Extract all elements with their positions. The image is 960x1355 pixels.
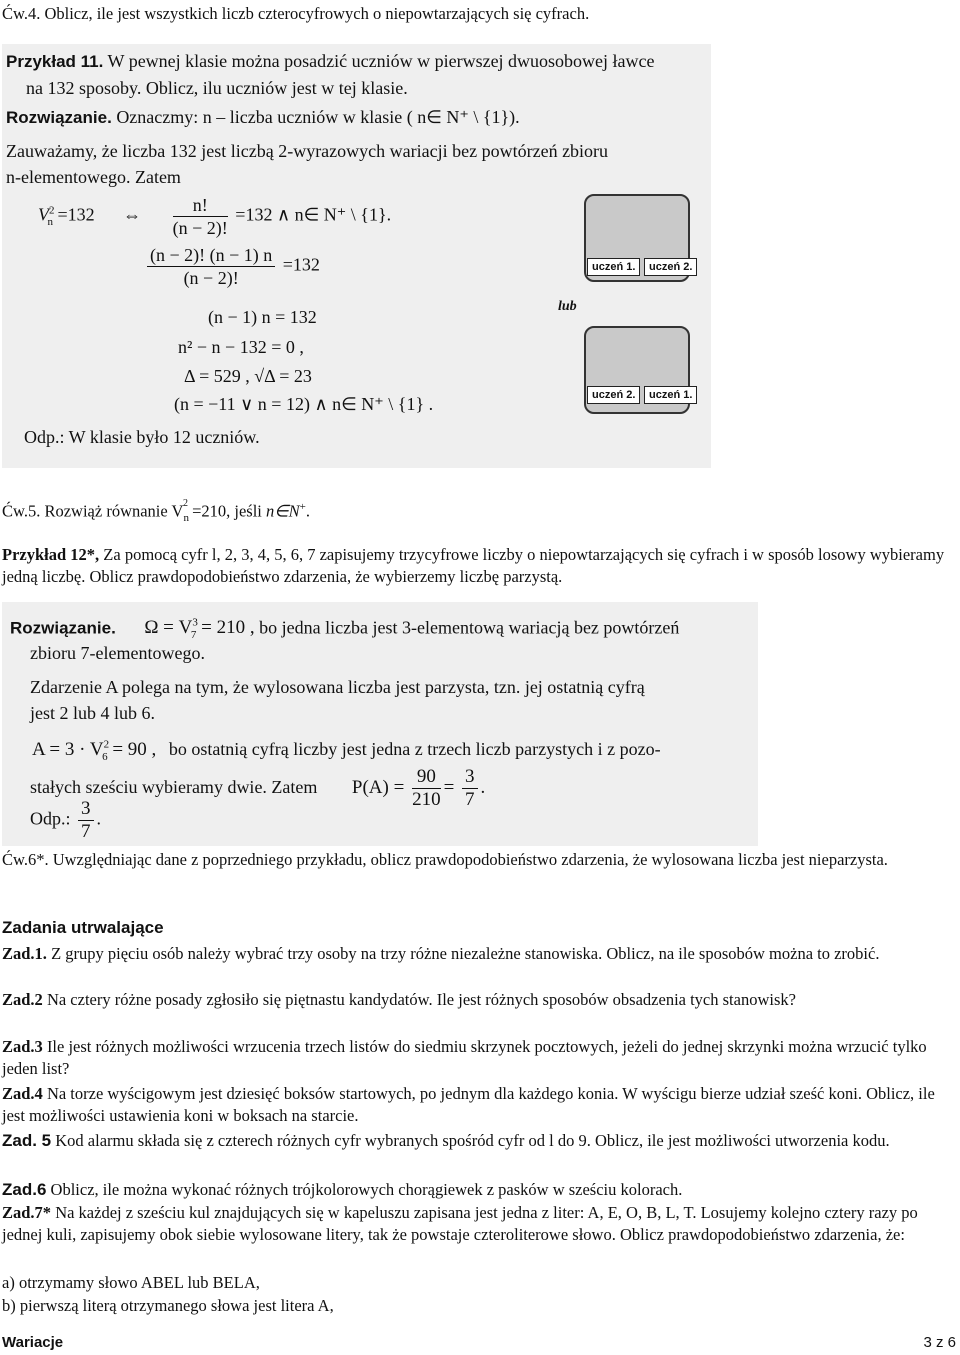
example-11-line1: W pewnej klasie można posadzić uczniów w pierwszej dwuosobowej ławce — [107, 51, 655, 71]
eq1-numerator: n! — [173, 194, 228, 217]
answer-11: Odp.: W klasie było 12 uczniów. — [24, 427, 260, 447]
ex12-line2: zbioru 7-elementowego. — [30, 643, 205, 663]
task-6-label: Zad.6 — [2, 1180, 47, 1199]
task-5-label: Zad. 5 — [2, 1131, 52, 1150]
task-7-text: Na każdej z sześciu kul znajdujących się w kapeluszu zapisana jest jedna z liter: A, E, O, B, L, T. Losujemy kolejno cztery razy po jednej kuli, zapisujemy obok siebie wylosowane litery, tak że powstaje czteroliterowe słowo. Oblicz prawdopodobieństwo zdarzenia, że: — [2, 1203, 918, 1244]
task-1 — [2, 943, 957, 965]
footer-page-number: 3 z 6 — [923, 1334, 956, 1351]
probability-label: P(A) = — [351, 776, 405, 798]
eq1-denominator: (n − 2)! — [172, 218, 228, 238]
task-2-text: Na cztery różne posady zgłosiło się piętnastu kandydatów. Ile jest różnych sposobów obsadzenia tych stanowisk? — [46, 990, 796, 1009]
eq2-denominator: (n − 2)! — [183, 268, 239, 288]
cw5-value: =210, jeśli — [192, 501, 267, 521]
prob-num-2: 3 — [462, 766, 478, 789]
exercise-6: Ćw.6*. Uwzględniając dane z poprzedniego przykładu, oblicz prawdopodobieństwo zdarzenia, że wylosowana liczba jest nieparzysta. — [2, 850, 888, 869]
exercise-4: Ćw.4. Oblicz, ile jest wszystkich liczb czterocyfrowych o niepowtarzających się cyfrach. — [2, 4, 590, 23]
exercise-5: Ćw.5. Rozwiąż równanie $V_n^2 =210$, jeśli n∈N+. — [2, 498, 311, 524]
example-12-label: Przykład 12*, — [2, 545, 100, 564]
or-label: lub — [558, 299, 577, 314]
footer-section-title: Wariacje — [2, 1334, 64, 1351]
item-b-label: b) — [2, 1296, 16, 1315]
example-12-intro — [2, 544, 952, 588]
denote-text: Oznaczmy: n – liczba uczniów w klasie ( n∈ N⁺ \ {1}). — [116, 107, 520, 127]
example-12-text: Za pomocą cyfr l, 2, 3, 4, 5, 6, 7 zapisujemy trzycyfrowe liczby o niepowtarzających się cyfrach i w sposób losowy wybieramy jedną liczbę. Oblicz prawdopodobieństwo zdarzenia, że wybierzemy liczbę parzystą. — [2, 545, 945, 586]
prob-den-1: 210 — [412, 789, 441, 810]
task-3-text: Ile jest różnych możliwości wrzucenia trzech listów do siedmiu skrzynek pocztowych, jeżeli do jednej skrzynki można wrzucić tylko jeden list? — [2, 1037, 927, 1078]
cw5-set: n∈N — [266, 501, 300, 521]
equivalence-symbol: ⇔ — [123, 204, 142, 225]
example-11-scan — [2, 44, 711, 468]
task-5-text: Kod alarmu składa się z czterech różnych cyfr wybranych spośród cyfr od l do 9. Oblicz, ile jest możliwości utworzenia kodu. — [55, 1131, 890, 1150]
answer-den: 7 — [81, 821, 91, 842]
task-6-text: Oblicz, ile można wykonać różnych trójkolorowych chorągiewek z pasków w sześciu kolorach. — [50, 1180, 683, 1199]
cw5-tail: . — [305, 501, 311, 521]
answer-num: 3 — [78, 798, 94, 821]
pupil-label-2b: uczeń 2. — [587, 386, 640, 404]
item-a-text: otrzymamy słowo ABEL lub BELA, — [18, 1273, 260, 1292]
omega-eq: Ω = V — [144, 617, 193, 639]
prob-den-2: 7 — [465, 789, 475, 810]
solution-label-12: Rozwiązanie. — [10, 618, 116, 638]
pupil-label-2: uczeń 2. — [644, 258, 697, 276]
example-12-scan: Rozwiązanie. $\Omega = V^3_7 = 210$ , bo jedna liczba jest 3-elementową wariacją bez powtórzeń zbioru 7-elementowego. Zdarzenie A polega na tym, że wylosowana liczba jest parzysta, tzn. jej ostatnią cyfrą jest 2 lub 4 lub 6. $A = 3 \cdot V^2_6 = 90$ , bo ostatnią cyfrą liczby jest jedna z trzech liczb parzystych i z pozo- stałych sześciu wybieramy dwie. Zatem P(A) = $\frac{90}{210}$ = $\frac{3}{7}$ . Odp.: $\frac{3}{7}$ . — [2, 602, 758, 846]
task-7-item-b — [2, 1295, 334, 1317]
equation-2 — [144, 244, 320, 289]
equation-3: (n − 1) n = 132 — [208, 307, 317, 327]
eq1-right: =132 ∧ n∈ N⁺ \ {1}. — [235, 204, 392, 225]
cw5-text: Ćw.5. Rozwiąż równanie V — [2, 501, 184, 521]
ex12-line3: Zdarzenie A polega na tym, że wylosowana liczba jest parzysta, tzn. jej ostatnią cyfrą — [30, 677, 645, 697]
note-line1: Zauważamy, że liczba 132 jest liczbą 2-wyrazowych wariacji bez powtórzeń zbioru — [6, 141, 609, 161]
task-3-label: Zad.3 — [2, 1037, 43, 1056]
omega-value: = 210 , — [201, 617, 255, 639]
task-7-item-a — [2, 1272, 260, 1294]
task-1-label: Zad.1. — [2, 944, 47, 963]
task-7 — [2, 1202, 957, 1246]
answer-12-label: Odp.: — [30, 808, 71, 829]
note-line2: n-elementowego. Zatem — [6, 167, 181, 187]
example-11-line2: na 132 sposoby. Oblicz, ilu uczniów jest w tej klasie. — [26, 78, 408, 98]
equation-1: $V^2_n =132$ ⇔ $\frac{n!}{(n - 2)!}$ =132 ∧ n∈ N⁺ \ {1}. — [38, 195, 392, 238]
ex12-line4: jest 2 lub 4 lub 6. — [30, 703, 155, 723]
task-4 — [2, 1083, 957, 1127]
equation-6: (n = −11 ∨ n = 12) ∧ n∈ N⁺ \ {1} . — [174, 394, 434, 414]
solution-label-11: Rozwiązanie. — [6, 108, 112, 127]
v-symbol: V — [38, 204, 49, 225]
pupil-label-1b: uczeń 1. — [644, 386, 697, 404]
task-4-label: Zad.4 — [2, 1084, 43, 1103]
equation-5: Δ = 529 , √Δ = 23 — [184, 366, 312, 386]
a-equation: A = 3 · V — [32, 739, 104, 761]
a-value: = 90 , — [112, 739, 157, 761]
eq2-numerator: (n − 2)! (n − 1) n — [147, 244, 275, 267]
task-3 — [2, 1036, 957, 1080]
example-11-label: Przykład 11. — [6, 52, 104, 71]
task-6 — [2, 1179, 957, 1201]
task-2 — [2, 989, 957, 1011]
eq2-right: =132 — [282, 254, 320, 275]
pupil-label-1: uczeń 1. — [587, 258, 640, 276]
tasks-heading: Zadania utrwalające — [2, 918, 164, 937]
item-a-label: a) — [2, 1273, 15, 1292]
prob-num-1: 90 — [412, 766, 441, 789]
task-5 — [2, 1130, 957, 1152]
task-1-text: Z grupy pięciu osób należy wybrać trzy osoby na trzy różne niezależne stanowiska. Oblicz, na ile sposobów można to zrobić. — [51, 944, 880, 963]
eq1-value: =132 — [57, 204, 95, 225]
task-2-label: Zad.2 — [2, 990, 43, 1009]
item-b-text: pierwszą literą otrzymanego słowa jest litera A, — [19, 1296, 334, 1315]
task-7-label: Zad.7* — [2, 1203, 52, 1222]
task-4-text: Na torze wyścigowym jest dziesięć boksów startowych, po jednym dla każdego konia. W wyścigu bierze udział sześć koni. Oblicz, ile jest możliwości ustawienia koni w boksach na starcie. — [2, 1084, 935, 1125]
ex12-line1: bo jedna liczba jest 3-elementową wariacją bez powtórzeń — [259, 617, 680, 638]
ex12-line5: bo ostatnią cyfrą liczby jest jedna z trzech liczb parzystych i z pozo- — [168, 739, 661, 760]
ex12-line6: stałych sześciu wybieramy dwie. Zatem — [30, 776, 318, 797]
equation-4: n² − n − 132 = 0 , — [178, 337, 304, 357]
